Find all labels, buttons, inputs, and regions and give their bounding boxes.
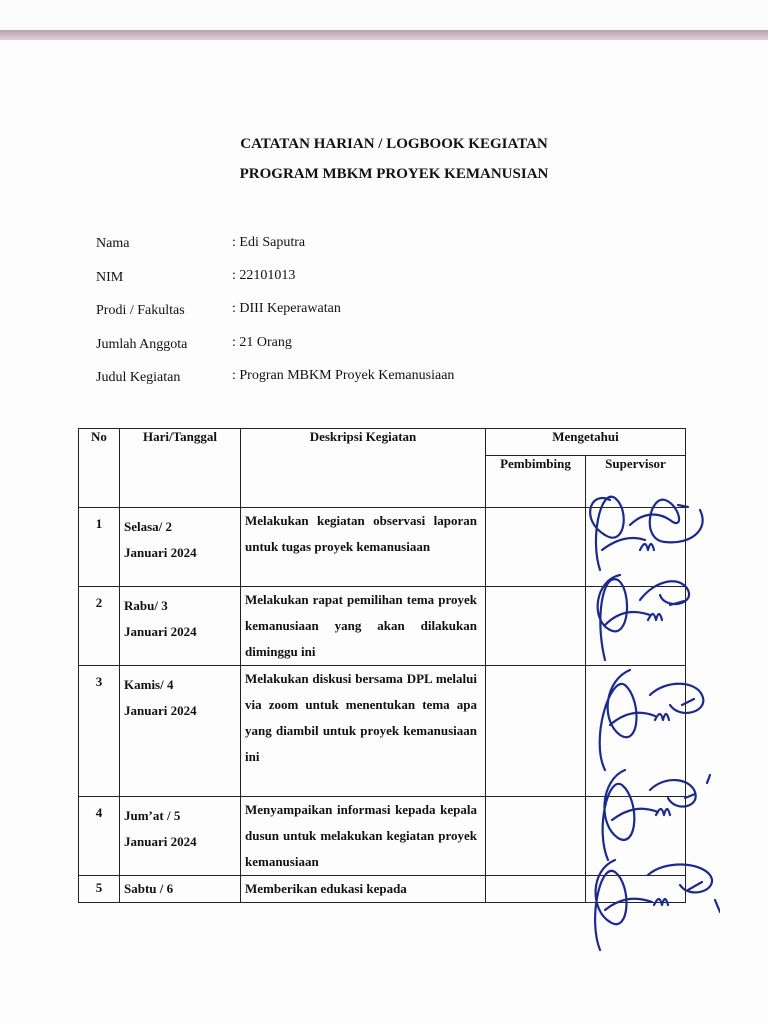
logbook-table — [78, 428, 686, 903]
supervisor-cell — [586, 876, 686, 903]
header-date: Hari/Tanggal — [120, 429, 241, 508]
info-value-nama: : Edi Saputra — [232, 235, 306, 250]
info-value-judul: : Progran MBKM Proyek Kemanusiaan — [232, 368, 455, 383]
row-description: Melakukan diskusi bersama DPL melalui via zoom untuk menentukan tema apa yang diambil untuk proyek kemanusiaan ini — [245, 671, 477, 764]
info-value-prodi: : DIII Keperawatan — [232, 301, 341, 316]
row-date: Jum’at / 5 Januari 2024 — [124, 808, 197, 849]
row-date: Kamis/ 4 Januari 2024 — [124, 677, 197, 718]
row-number: 4 — [95, 805, 103, 820]
pembimbing-cell — [486, 876, 586, 903]
row-description: Melakukan kegiatan observasi laporan untuk tugas proyek kemanusiaan — [245, 513, 477, 554]
info-label-judul: Judul Kegiatan — [96, 370, 181, 385]
document-subtitle: PROGRAM MBKM PROYEK KEMANUSIAN — [239, 166, 549, 182]
info-value-jumlah: : 21 Orang — [232, 335, 292, 350]
supervisor-cell — [586, 666, 686, 797]
info-label-prodi: Prodi / Fakultas — [96, 303, 185, 318]
header-no: No — [79, 429, 120, 508]
row-number: 1 — [95, 516, 103, 531]
pembimbing-cell — [486, 587, 586, 666]
supervisor-cell — [586, 587, 686, 666]
pembimbing-cell — [486, 666, 586, 797]
document-title: CATATAN HARIAN / LOGBOOK KEGIATAN — [240, 136, 548, 152]
table-row — [79, 797, 686, 876]
row-date: Rabu/ 3 Januari 2024 — [124, 598, 197, 639]
header-supervisor: Supervisor — [586, 456, 686, 508]
row-number: 2 — [95, 595, 103, 610]
pembimbing-cell — [486, 797, 586, 876]
info-label-nama: Nama — [96, 236, 130, 251]
row-description: Melakukan rapat pemilihan tema proyek kemanusiaan yang akan dilakukan diminggu ini — [245, 592, 477, 659]
row-number: 5 — [95, 880, 103, 895]
row-date: Selasa/ 2 Januari 2024 — [124, 519, 197, 560]
pembimbing-cell — [486, 508, 586, 587]
table-row — [79, 666, 686, 797]
row-date: Sabtu / 6 — [124, 881, 174, 896]
row-description: Memberikan edukasi kepada — [245, 881, 407, 896]
info-label-jumlah: Jumlah Anggota — [96, 337, 188, 352]
table-row — [79, 876, 686, 903]
info-value-nim: : 22101013 — [232, 268, 296, 283]
info-label-nim: NIM — [96, 270, 124, 285]
supervisor-cell — [586, 508, 686, 587]
table-row — [79, 587, 686, 666]
row-description: Menyampaikan informasi kepada kepala dusun untuk melakukan kegiatan proyek kemanusiaan — [245, 802, 477, 869]
header-pembimbing: Pembimbing — [486, 456, 586, 508]
supervisor-cell — [586, 797, 686, 876]
header-description: Deskripsi Kegiatan — [241, 429, 486, 508]
table-row — [79, 508, 686, 587]
header-mengetahui: Mengetahui — [486, 429, 686, 456]
row-number: 3 — [95, 674, 103, 689]
